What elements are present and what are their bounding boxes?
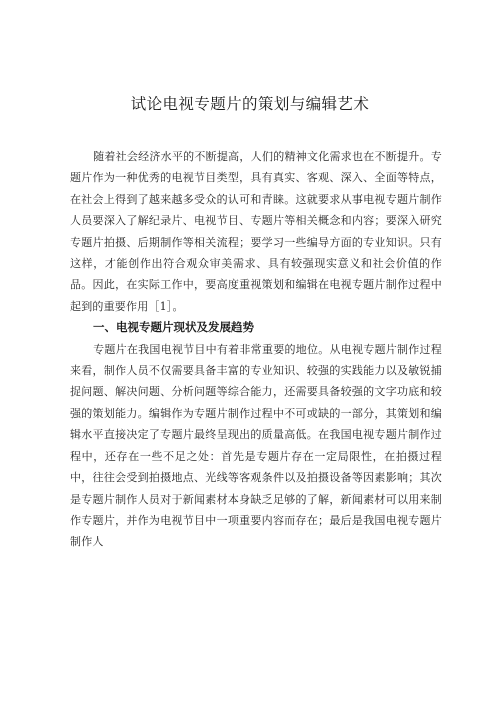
document-body xyxy=(70,146,442,553)
section-heading: 一、电视专题片现状及发展趋势 xyxy=(93,320,254,335)
section-paragraph: 专题片在我国电视节目中有着非常重要的地位。从电视专题片制作过程来看，制作人员不仅需要具备丰富的专业知识、较强的实践能力以及敏锐捕捉问题、解决问题、分析问题等综合能力，还需要具备较强的文字功底和较强的策划能力。编辑作为专题片制作过程中不可或缺的一部分，其策划和编辑水平直接决定了专题片最终呈现出的质量高低。在我国电视专题片制作过程中，还存在一些不足之处：首先是专题片存在一定局限性，在拍摄过程中，往往会受到拍摄地点、光线等客观条件以及拍摄设备等因素影响；其次是专题片制作人员对于新闻素材本身缺乏足够的了解，新闻素材可以用来制作专题片，并作为电视节目中一项重要内容而存在；最后是我国电视专题片制作人 xyxy=(70,342,442,549)
document-title: 试论电视专题片的策划与编辑艺术 xyxy=(130,95,370,113)
intro-paragraph: 随着社会经济水平的不断提高，人们的精神文化需求也在不断提升。专题片作为一种优秀的电视节目类型，具有真实、客观、深入、全面等特点，在社会上得到了越来越多受众的认可和青睐。这就要求从事电视专题片制作人员要深入了解纪录片、电视节目、专题片等相关概念和内容；要深入研究专题片拍摄、后期制作等相关流程；要学习一些编导方面的专业知识。只有这样，才能创作出符合观众审美需求、具有较强现实意义和社会价值的作品。因此，在实际工作中，要高度重视策划和编辑在电视专题片制作过程中起到的重要作用［1］。 xyxy=(70,150,442,313)
